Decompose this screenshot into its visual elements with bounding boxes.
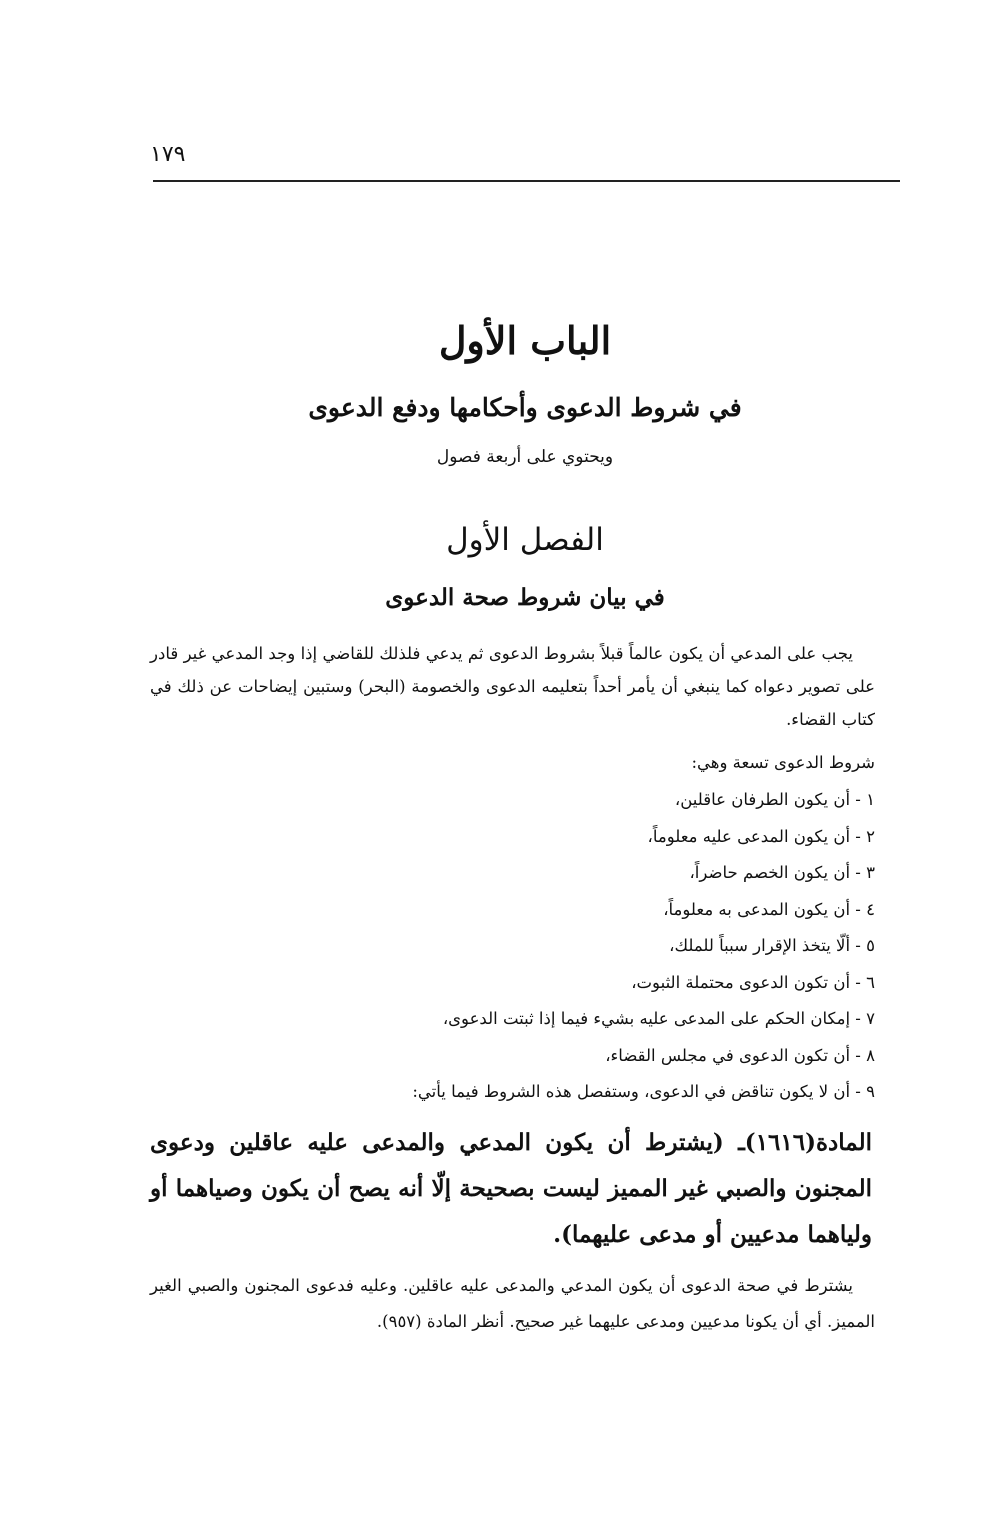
page-number: ١٧٩ <box>150 142 186 167</box>
condition-item: ٩ - أن لا يكون تناقض في الدعوى، وستفصل هذه الشروط فيما يأتي: <box>412 1082 875 1101</box>
conditions-list <box>412 785 875 1114</box>
commentary-paragraph: يشترط في صحة الدعوى أن يكون المدعي والمدعى عليه عاقلين. وعليه فدعوى المجنون والصبي الغير المميز. أي أن يكونا مدعيين ومدعى عليهما غير صحيح. أنظر المادة (٩٥٧). <box>150 1276 875 1331</box>
condition-item: ٨ - أن تكون الدعوى في مجلس القضاء، <box>605 1045 875 1065</box>
header-rule <box>153 180 900 182</box>
article-1616: المادة(١٦١٦)ـ (يشترط أن يكون المدعي والمدعى عليه عاقلين ودعوى المجنون والصبي غير المميز ليست بصحيحة إلّا أنه يصح أن يكون وصياهما أو ولياهما مدعيين أو مدعى عليهما). <box>150 1129 872 1248</box>
condition-item: ٦ - أن تكون الدعوى محتملة الثبوت، <box>631 972 875 992</box>
condition-item: ١ - أن يكون الطرفان عاقلين، <box>674 790 875 809</box>
part-contents-note: ويحتوي على أربعة فصول <box>436 447 614 467</box>
chapter-title: الفصل الأول <box>446 522 604 558</box>
chapter-subtitle: في بيان شروط صحة الدعوى <box>385 584 665 611</box>
condition-item: ٤ - أن يكون المدعى به معلوماً، <box>663 899 875 919</box>
conditions-heading: شروط الدعوى تسعة وهي: <box>691 753 875 772</box>
part-title: الباب الأول <box>438 318 612 363</box>
part-subtitle: في شروط الدعوى وأحكامها ودفع الدعوى <box>308 393 742 422</box>
condition-item: ٧ - إمكان الحكم على المدعى عليه بشيء فيما إذا ثبتت الدعوى، <box>442 1009 875 1028</box>
condition-item: ٣ - أن يكون الخصم حاضراً، <box>689 863 875 882</box>
intro-paragraph: يجب على المدعي أن يكون عالماً قبلاً بشروط الدعوى ثم يدعي فلذلك للقاضي إذا وجد المدعي غير قادر على تصوير دعواه كما ينبغي أن يأمر أحداً بتعليمه الدعوى والخصومة (البحر) وستبين إيضاحات عن ذلك في كتاب القضاء. <box>150 644 875 729</box>
condition-item: ٥ - ألّا يتخذ الإقرار سبباً للملك، <box>669 936 875 955</box>
condition-item: ٢ - أن يكون المدعى عليه معلوماً، <box>647 826 875 846</box>
